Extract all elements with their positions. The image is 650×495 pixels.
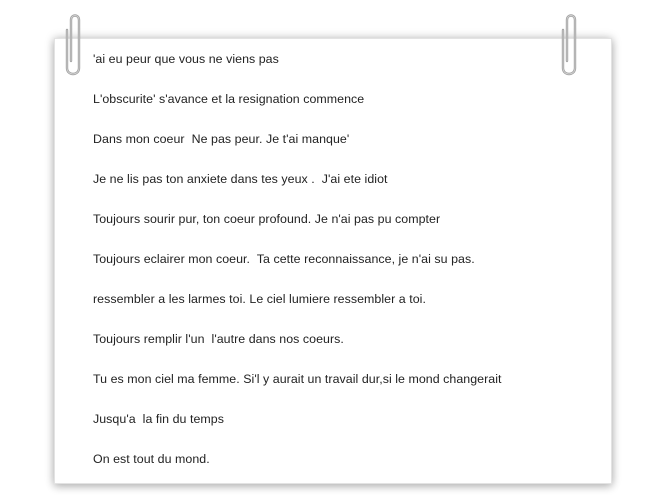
poem-line: Jusqu'a la fin du temps <box>93 412 224 426</box>
poem-line: Tu es mon ciel ma femme. Si'l y aurait un travail dur,si le mond changerait <box>93 372 502 386</box>
poem-line: 'ai eu peur que vous ne viens pas <box>93 52 279 66</box>
poem-line: Toujours sourir pur, ton coeur profound. Je n'ai pas pu compter <box>93 212 441 226</box>
poem-line: ressembler a les larmes toi. Le ciel lumiere ressembler a toi. <box>93 292 426 306</box>
poem-line: Toujours remplir l'un l'autre dans nos coeurs. <box>93 332 344 346</box>
poem-line: Toujours eclairer mon coeur. Ta cette reconnaissance, je n'ai su pas. <box>93 252 475 266</box>
poem-line: L'obscurite' s'avance et la resignation commence <box>93 92 365 106</box>
paperclip-icon <box>558 8 584 80</box>
paperclip-icon <box>62 8 88 80</box>
poem-line: On est tout du mond. <box>93 452 210 466</box>
poem-line: Je ne lis pas ton anxiete dans tes yeux . J'ai ete idiot <box>93 172 388 186</box>
poem-text <box>93 49 502 489</box>
note-paper <box>54 38 612 484</box>
poem-line: Dans mon coeur Ne pas peur. Je t'ai manque' <box>93 132 350 146</box>
